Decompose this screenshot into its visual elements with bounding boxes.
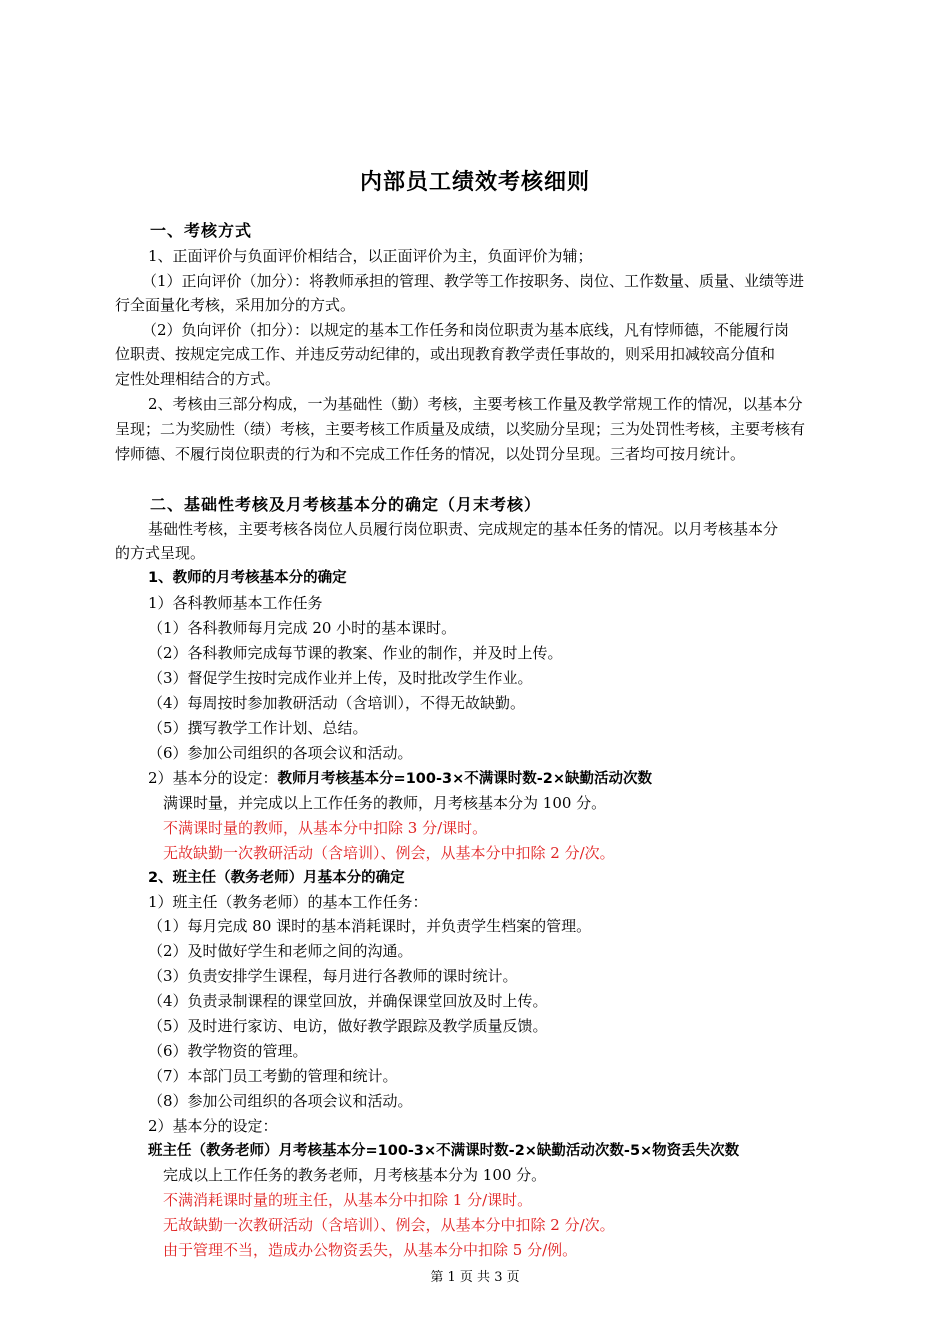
deduction-rule: 由于管理不当，造成办公物资丢失，从基本分中扣除 5 分/例。 [163, 1241, 578, 1259]
deduction-rule: 不满课时量的教师，从基本分中扣除 3 分/课时。 [163, 819, 488, 837]
paragraph: 2）基本分的设定： [148, 1117, 278, 1135]
list-item: （2）及时做好学生和老师之间的沟通。 [148, 942, 413, 960]
page-title: 内部员工绩效考核细则 [359, 169, 590, 195]
paragraph: 的方式呈现。 [115, 544, 206, 562]
list-item: （6）参加公司组织的各项会议和活动。 [148, 744, 413, 762]
paragraph: （1）正向评价（加分）：将教师承担的管理、教学等工作按职务、岗位、工作数量、质量、业绩等进 [142, 272, 805, 290]
page-footer: 第 1 页 共 3 页 [430, 1270, 520, 1285]
subheading: 2、班主任（教务老师）月基本分的确定 [148, 870, 405, 886]
subheading: 1、教师的月考核基本分的确定 [148, 570, 347, 586]
list-item: （5）及时进行家访、电访，做好教学跟踪及教学质量反馈。 [148, 1017, 548, 1035]
paragraph: （2）负向评价（扣分）：以规定的基本工作任务和岗位职责为基本底线，凡有悖师德，不能履行岗 [142, 321, 790, 339]
paragraph: 满课时量，并完成以上工作任务的教师，月考核基本分为 100 分。 [163, 794, 607, 812]
list-item: （4）每周按时参加教研活动（含培训），不得无故缺勤。 [148, 694, 526, 712]
list-item: （1）各科教师每月完成 20 小时的基本课时。 [148, 619, 457, 637]
teacher-formula: 教师月考核基本分=100-3×不满课时数-2×缺勤活动次数 [277, 771, 652, 787]
paragraph: 呈现；二为奖励性（绩）考核，主要考核工作质量及成绩，以奖励分呈现；三为处罚性考核，主要考核有 [115, 420, 806, 438]
list-item: （2）各科教师完成每节课的教案、作业的制作，并及时上传。 [148, 644, 563, 662]
deduction-rule: 不满消耗课时量的班主任，从基本分中扣除 1 分/课时。 [163, 1191, 533, 1209]
paragraph: 2、考核由三部分构成，一为基础性（勤）考核，主要考核工作量及教学常规工作的情况，以基本分 [148, 395, 803, 413]
list-item: （3）负责安排学生课程，每月进行各教师的课时统计。 [148, 967, 518, 985]
list-item: （4）负责录制课程的课堂回放，并确保课堂回放及时上传。 [148, 992, 548, 1010]
section-1-heading: 一、考核方式 [150, 221, 253, 240]
list-item: （5）撰写教学工作计划、总结。 [148, 719, 368, 737]
paragraph: 1、正面评价与负面评价相结合，以正面评价为主，负面评价为辅； [148, 247, 593, 265]
list-item: （3）督促学生按时完成作业并上传，及时批改学生作业。 [148, 669, 533, 687]
paragraph: 悖师德、不履行岗位职责的行为和不完成工作任务的情况，以处罚分呈现。三者均可按月统计。 [115, 445, 746, 463]
head-teacher-formula: 班主任（教务老师）月考核基本分=100-3×不满课时数-2×缺勤活动次数-5×物资丢失次数 [148, 1143, 740, 1159]
paragraph: 完成以上工作任务的教务老师，月考核基本分为 100 分。 [163, 1166, 547, 1184]
basic-score-label: 2）基本分的设定： [148, 769, 278, 787]
paragraph: 定性处理相结合的方式。 [115, 370, 281, 388]
basic-score-setting [148, 766, 652, 792]
deduction-rule: 无故缺勤一次教研活动（含培训）、例会，从基本分中扣除 2 分/次。 [163, 1216, 615, 1234]
list-item: （1）每月完成 80 课时的基本消耗课时，并负责学生档案的管理。 [148, 917, 592, 935]
deduction-rule: 无故缺勤一次教研活动（含培训）、例会，从基本分中扣除 2 分/次。 [163, 844, 615, 862]
paragraph: 位职责、按规定完成工作、并违反劳动纪律的，或出现教育教学责任事故的，则采用扣减较高分值和 [115, 345, 776, 363]
list-item: （6）教学物资的管理。 [148, 1042, 308, 1060]
paragraph: 1）班主任（教务老师）的基本工作任务： [148, 893, 428, 911]
section-2-heading: 二、基础性考核及月考核基本分的确定（月末考核） [150, 495, 542, 514]
paragraph: 基础性考核，主要考核各岗位人员履行岗位职责、完成规定的基本任务的情况。以月考核基本分 [148, 520, 779, 538]
paragraph: 行全面量化考核，采用加分的方式。 [115, 296, 356, 314]
list-item: （8）参加公司组织的各项会议和活动。 [148, 1092, 413, 1110]
list-item: （7）本部门员工考勤的管理和统计。 [148, 1067, 398, 1085]
paragraph: 1）各科教师基本工作任务 [148, 594, 323, 612]
